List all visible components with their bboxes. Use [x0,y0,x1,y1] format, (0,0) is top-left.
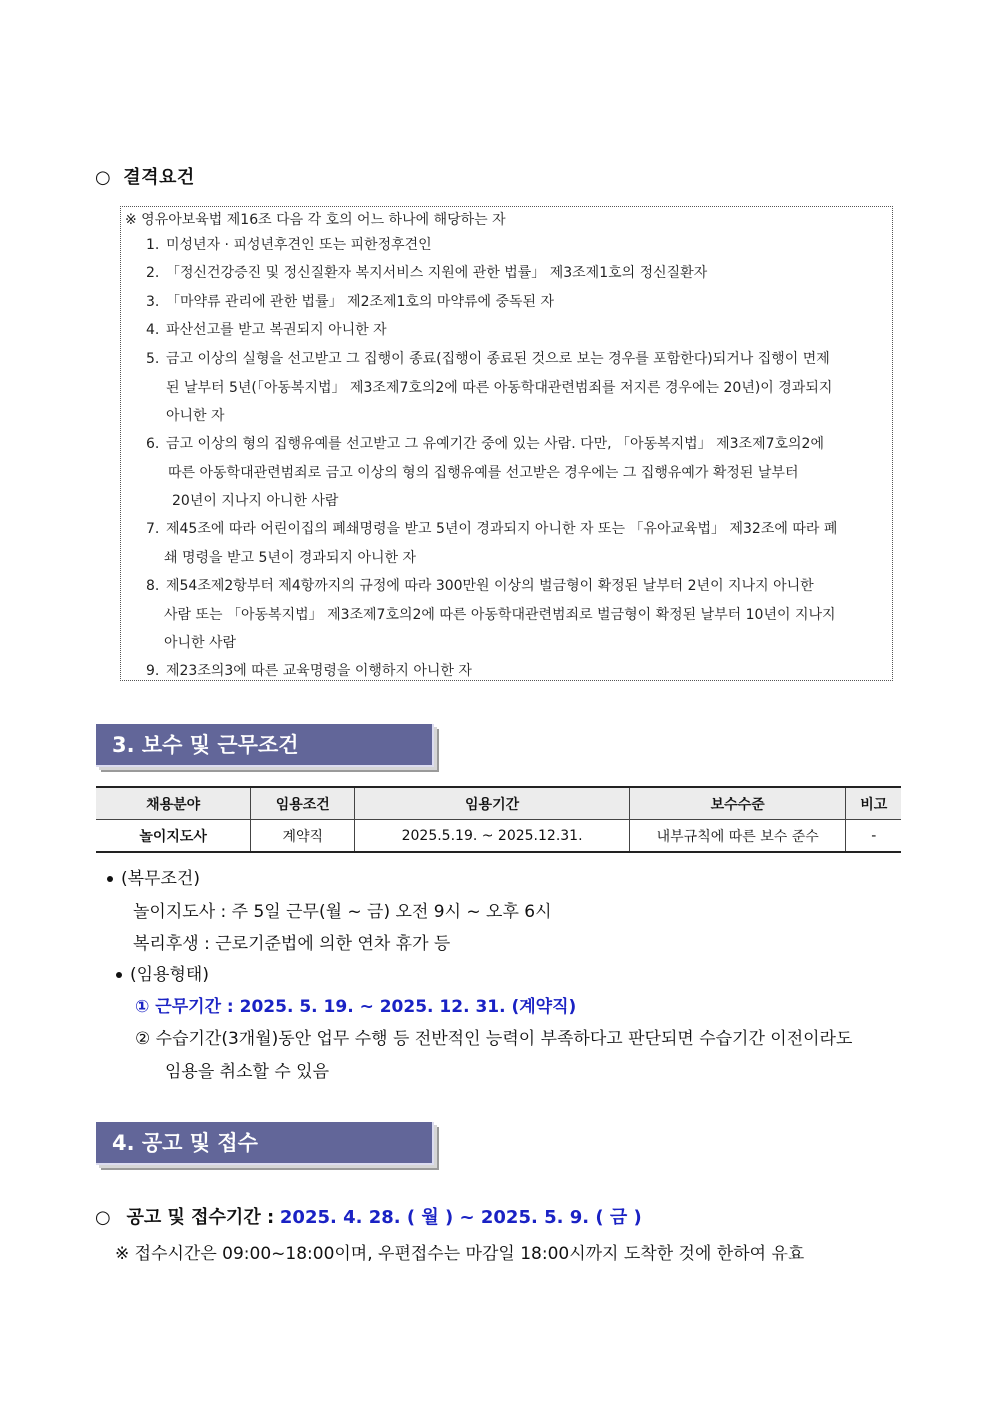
item-number: 2. [146,265,160,281]
item-number: 9. [146,663,160,679]
list-item [146,572,858,658]
table-header-row [96,787,901,820]
circle-bullet-icon: ○ [95,167,112,188]
service-conditions-label [107,864,200,889]
item-text: 금고 이상의 형의 집행유예를 선고받고 그 유예기간 중에 있는 사람. 다만, 「아동복지법」 제3조제7호의2에 [166,436,824,452]
disqualification-note: ※ 영유아보육법 제16조 다음 각 호의 어느 하나에 해당하는 자 [125,212,506,228]
table-row [96,820,901,853]
table-header: 보수수준 [629,787,846,820]
table-header: 임용기간 [355,787,630,820]
service-line: 놀이지도사 : 주 5일 근무(월 ~ 금) 오전 9시 ~ 오후 6시 [133,902,552,922]
item-text: 「마약류 관리에 관한 법률」 제2조제1호의 마약류에 중독된 자 [166,294,555,310]
disqualification-heading [95,163,195,189]
item-text: 20년이 지나지 아니한 사람 [172,493,339,509]
label-text: (임용형태) [130,965,209,985]
probation-line: ② 수습기간(3개월)동안 업무 수행 등 전반적인 능력이 부족하다고 판단되면 수습기간 이전이라도 [135,1029,853,1049]
item-text: 따른 아동학대관련범죄로 금고 이상의 형의 집행유예를 선고받은 경우에는 그 집행유예가 확정된 날부터 [168,464,799,481]
item-text: 미성년자 · 피성년후견인 또는 피한정후견인 [166,237,432,253]
list-item [146,316,858,345]
list-item [146,430,858,516]
label-text: (복무조건) [121,869,200,889]
employment-period: ① 근무기간 : 2025. 5. 19. ~ 2025. 12. 31. (계약직) [135,997,577,1017]
item-text: 제54조제2항부터 제4항까지의 규정에 따라 300만원 이상의 벌금형이 확정된 날부터 2년이 지나지 아니한 [166,578,814,594]
table-cell: 놀이지도사 [96,820,251,853]
item-number: 1. [146,237,160,253]
application-note: ※ 접수시간은 09:00~18:00이며, 우편접수는 마감일 18:00시까지 도착한 것에 한하여 유효 [115,1244,805,1264]
item-text: 아니한 자 [166,408,225,424]
table-header: 비고 [846,787,901,820]
table-cell: - [846,820,901,853]
table-header: 임용조건 [251,787,355,820]
circle-bullet-icon: ○ [95,1207,111,1228]
section3-banner: 3. 보수 및 근무조건 [96,724,434,767]
bullet-dot-icon [116,972,122,978]
employment-table [96,786,901,853]
employment-type-label [116,960,209,985]
heading-text: 결격요건 [123,167,195,188]
list-item [146,231,858,260]
list-item [146,259,858,288]
item-number: 3. [146,294,160,310]
table-cell: 2025.5.19. ~ 2025.12.31. [355,820,630,853]
item-text: 제45조에 따라 어린이집의 폐쇄명령을 받고 5년이 경과되지 아니한 자 또는 「유아교육법」 제32조에 따라 폐 [166,521,838,537]
item-text: 「정신건강증진 및 정신질환자 복지서비스 지원에 관한 법률」 제3조제1호의 정신질환자 [166,265,708,281]
table-cell: 계약직 [251,820,355,853]
item-text: 금고 이상의 실형을 선고받고 그 집행이 종료(집행이 종료된 것으로 보는 경우를 포함한다)되거나 집행이 면제 [166,351,830,367]
table-cell: 내부규칙에 따른 보수 준수 [629,820,846,853]
list-item [146,345,858,431]
item-number: 5. [146,351,160,367]
bullet-dot-icon [107,876,113,882]
item-text: 제23조의3에 따른 교육명령을 이행하지 아니한 자 [166,663,472,679]
item-text: 파산선고를 받고 복권되지 아니한 자 [166,322,387,338]
table-header: 채용분야 [96,787,251,820]
list-item [146,515,858,572]
item-text: 쇄 명령을 받고 5년이 경과되지 아니한 자 [164,549,416,566]
item-number: 4. [146,322,160,338]
disqualification-box [120,206,893,681]
item-number: 6. [146,436,160,452]
list-item [146,288,858,317]
service-line: 복리후생 : 근로기준법에 의한 연차 휴가 등 [133,934,451,954]
item-number: 8. [146,578,160,594]
item-text: 사람 또는 「아동복지법」 제3조제7호의2에 따른 아동학대관련범죄로 벌금형이 확정된 날부터 10년이 지나지 [164,606,836,623]
list-item [146,657,858,686]
application-period [95,1203,642,1229]
period-label: 공고 및 접수기간 : [126,1207,275,1228]
item-text: 아니한 사람 [164,635,237,651]
item-text: 된 날부터 5년(「아동복지법」 제3조제7호의2에 따른 아동학대관련범죄를 저지른 경우에는 20년)이 경과되지 [166,379,833,396]
item-number: 7. [146,521,160,537]
period-value: 2025. 4. 28. ( 월 ) ~ 2025. 5. 9. ( 금 ) [279,1207,642,1228]
section4-banner: 4. 공고 및 접수 [96,1122,434,1165]
probation-line: 임용을 취소할 수 있음 [165,1062,330,1082]
